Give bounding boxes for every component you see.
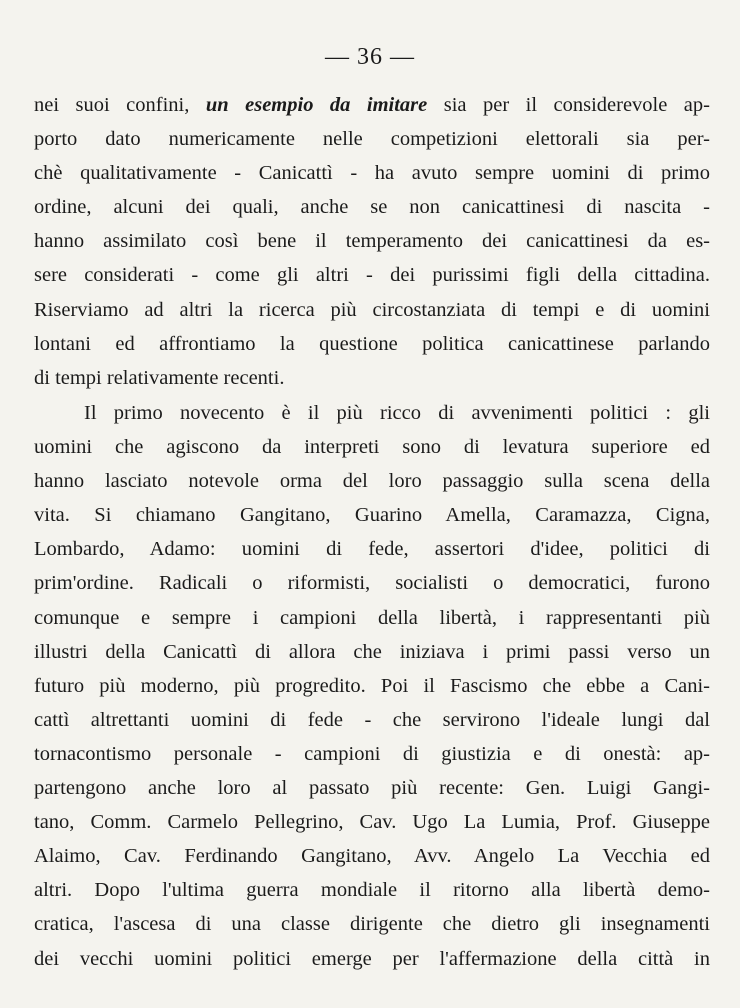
text-segment: nei suoi confini, (34, 94, 206, 116)
text-line: dei vecchi uomini politici emerge per l'affermazione della città in (34, 947, 710, 970)
text-line: illustri della Canicattì di allora che iniziava i primi passi verso un (34, 640, 710, 663)
text-line: altri. Dopo l'ultima guerra mondiale il ritorno alla libertà demo- (34, 879, 710, 902)
text-line (34, 88, 710, 122)
emphasized-phrase: un esempio da imitare (205, 94, 428, 116)
text-line: Il primo novecento è il più ricco di avvenimenti politici : gli (84, 402, 710, 424)
text-segment: sia per il considerevole ap- (427, 94, 710, 116)
text-line: hanno lasciato notevole orma del loro passaggio sulla scena della (34, 470, 710, 493)
page-number: — 36 — (325, 44, 415, 70)
text-line: Riserviamo ad altri la ricerca più circostanziata di tempi e di uomini (34, 298, 710, 321)
text-line: tano, Comm. Carmelo Pellegrino, Cav. Ugo La Lumia, Prof. Giuseppe (34, 811, 710, 834)
paragraph-1 (34, 88, 710, 395)
text-line: di tempi relativamente recenti. (34, 366, 285, 389)
text-line: cratica, l'ascesa di una classe dirigente che dietro gli insegnamenti (34, 913, 710, 936)
text-line: uomini che agiscono da interpreti sono di levatura superiore ed (34, 436, 710, 459)
text-line: ordine, alcuni dei quali, anche se non canicattinesi di nascita - (34, 196, 710, 219)
text-line: porto dato numericamente nelle competizioni elettorali sia per- (34, 128, 710, 151)
text-line: tornacontismo personale - campioni di giustizia e di onestà: ap- (34, 742, 710, 765)
text-line: hanno assimilato così bene il temperamento dei canicattinesi da es- (34, 230, 710, 253)
text-line: lontani ed affrontiamo la questione politica canicattinese parlando (34, 332, 710, 355)
text-line: Alaimo, Cav. Ferdinando Gangitano, Avv. Angelo La Vecchia ed (34, 845, 710, 868)
paragraph-2 (34, 396, 710, 976)
text-line: cattì altrettanti uomini di fede - che servirono l'ideale lungi dal (34, 708, 710, 731)
text-line: Lombardo, Adamo: uomini di fede, assertori d'idee, politici di (34, 538, 710, 561)
text-line: partengono anche loro al passato più recente: Gen. Luigi Gangi- (34, 777, 710, 800)
text-line: prim'ordine. Radicali o riformisti, socialisti o democratici, furono (34, 572, 710, 595)
text-line: chè qualitativamente - Canicattì - ha avuto sempre uomini di primo (34, 162, 710, 185)
text-line: vita. Si chiamano Gangitano, Guarino Amella, Caramazza, Cigna, (34, 504, 710, 527)
text-line: sere considerati - come gli altri - dei purissimi figli della cittadina. (34, 264, 710, 287)
text-line: comunque e sempre i campioni della libertà, i rappresentanti più (34, 606, 710, 629)
text-line: futuro più moderno, più progredito. Poi il Fascismo che ebbe a Cani- (34, 674, 710, 697)
